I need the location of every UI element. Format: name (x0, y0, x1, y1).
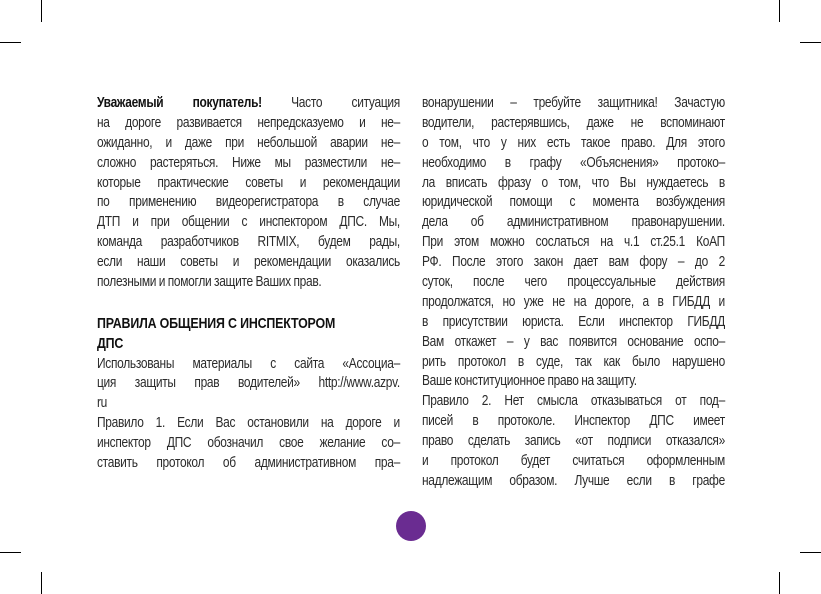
body-line: в присутствии юриста. Если инспектор ГИБДД (422, 313, 725, 330)
crop-mark-top-left-h (0, 42, 21, 43)
body-line: РФ. После этого закон дает вам фору – до 2 (422, 254, 725, 271)
crop-mark-top-right-v (779, 0, 780, 22)
rule1-line: инспектор ДПС обозначил свое желание со– (97, 435, 400, 452)
body-line: Ваше конституционное право на защиту. (422, 373, 637, 390)
body-line: продолжатся, но уже не на дороге, а в ГИБДД и (422, 293, 725, 310)
body-line: необходимо в графу «Объяснения» протоко– (422, 154, 725, 171)
body-line: писей в протоколе. Инспектор ДПС имеет (422, 413, 725, 430)
intro-paragraph-line: Уважаемый покупатель! Часто ситуация (97, 95, 400, 111)
rule1-line: ставить протокол об административном пра– (97, 455, 400, 472)
intro-paragraph-line: на дороге развивается непредсказуемо и не– (97, 114, 400, 131)
left-text-column (97, 94, 400, 474)
crop-mark-top-right-h (800, 42, 821, 43)
source-line: ция защиты прав водителей» http://www.azpv. (97, 375, 400, 392)
body-line: дела об административном правонарушении. (422, 214, 725, 231)
intro-paragraph-line: если наши советы и рекомендации оказались (97, 254, 400, 271)
crop-mark-bottom-right-v (779, 572, 780, 594)
intro-lead: Уважаемый покупатель! (97, 95, 262, 111)
body-line: о том, что у них есть такое право. Для этого (422, 134, 725, 151)
crop-mark-bottom-right-h (800, 552, 821, 553)
body-line: и протокол будет считаться оформленным (422, 453, 725, 470)
body-line: ла вписать фразу о том, что Вы нуждаетесь в (422, 174, 725, 191)
body-line: Вам откажет – у вас появится основание оспо– (422, 333, 725, 350)
intro-paragraph-line: ДТП и при общении с инспектором ДПС. Мы, (97, 214, 400, 231)
crop-mark-bottom-left-v (41, 572, 42, 594)
intro-paragraph-line: полезными и помогли защите Ваших прав. (97, 274, 322, 291)
intro-paragraph-line: ожиданно, и даже при небольшой аварии не– (97, 134, 400, 151)
intro-paragraph-line: сложно растеряться. Ниже мы разместили не– (97, 154, 400, 171)
body-line: При этом можно сослаться на ч.1 ст.25.1 КоАП (422, 234, 725, 251)
section-heading: ДПС (97, 335, 124, 352)
paragraph-gap (97, 293, 400, 313)
body-line: вонарушении – требуйте защитника! Зачастую (422, 95, 725, 111)
crop-mark-bottom-left-h (0, 552, 21, 553)
right-text-column (422, 94, 725, 492)
body-line: водители, растерявшись, даже не вспоминают (422, 114, 725, 131)
crop-mark-top-left-v (41, 0, 42, 22)
body-line: рить протокол в суде, так как было нарушено (422, 353, 725, 370)
body-line: юридической помощи с момента возбуждения (422, 194, 725, 211)
rule1-line: Правило 1. Если Вас остановили на дороге и (97, 415, 400, 432)
intro-paragraph-line: которые практические советы и рекомендации (97, 174, 400, 191)
intro-paragraph-line: по применению видеорегистратора в случае (97, 194, 400, 211)
body-line: право сделать запись «от подписи отказался» (422, 433, 725, 450)
body-line: Правило 2. Нет смысла отказываться от под– (422, 393, 725, 410)
source-line: ru (97, 395, 108, 412)
body-line: надлежащим образом. Лучше если в графе (422, 472, 725, 489)
section-heading: ПРАВИЛА ОБЩЕНИЯ С ИНСПЕКТОРОМ (97, 315, 336, 332)
source-line: Использованы материалы с сайта «Ассоциа– (97, 355, 400, 372)
page-marker-dot (396, 511, 426, 541)
body-line: суток, после чего процессуальные действия (422, 274, 725, 291)
intro-paragraph-line: команда разработчиков RITMIX, будем рады, (97, 234, 400, 251)
